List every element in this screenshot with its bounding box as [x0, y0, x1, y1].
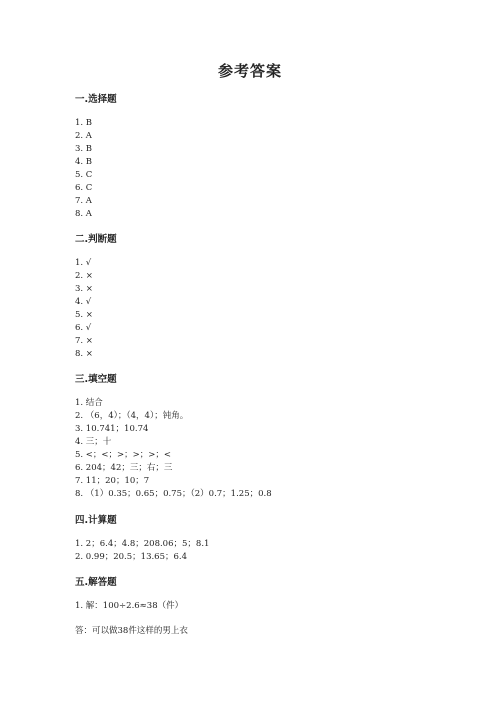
section-calculation: [75, 514, 455, 564]
answer-line: 7. ×: [75, 336, 93, 346]
section-heading: 四.计算题: [75, 515, 117, 526]
answer-line: 8. （1）0.35；0.65；0.75；（2）0.7；1.25；0.8: [75, 489, 272, 499]
section-word-problems: [75, 576, 455, 638]
section-heading: 二.判断题: [75, 234, 117, 245]
answer-line: 5. ×: [75, 310, 93, 320]
answer-line: 1. √: [75, 258, 92, 268]
answer-line: 2. ×: [75, 271, 93, 281]
answer-line: 7. 11；20；10；7: [75, 476, 150, 486]
answer-line: 2. A: [75, 131, 92, 141]
answer-line: 8. ×: [75, 349, 93, 359]
answer-line: 6. √: [75, 323, 92, 333]
answer-line: 1. 结合: [75, 398, 103, 408]
answer-line: 1. 2；6.4；4.8；208.06；5；8.1: [75, 539, 210, 549]
answer-line: 1. 解：100÷2.6≈38（件）: [75, 601, 184, 611]
answer-line: 4. B: [75, 157, 93, 167]
answer-line: 答：可以做38件这样的男上衣: [75, 626, 188, 636]
answer-line: 5. C: [75, 170, 93, 180]
page-title: 参考答案: [217, 62, 282, 80]
answer-line: 3. 10.741；10.74: [75, 424, 149, 434]
answer-line: 6. C: [75, 183, 93, 193]
section-fill-in-blank: [75, 373, 455, 501]
answer-line: 2. 0.99；20.5；13.65；6.4: [75, 552, 188, 562]
answer-line: 3. B: [75, 144, 93, 154]
answer-line: 2. （6，4）；（4，4）；钝角。: [75, 411, 189, 421]
section-heading: 三.填空题: [75, 374, 117, 385]
blank-spacer: [75, 613, 455, 625]
answer-line: 3. ×: [75, 284, 93, 294]
answer-line: 7. A: [75, 196, 92, 206]
answer-line: 1. B: [75, 118, 93, 128]
section-heading: 一.选择题: [75, 94, 117, 105]
answer-line: 8. A: [75, 209, 92, 219]
section-multiple-choice: [75, 93, 455, 221]
answer-line: 4. √: [75, 297, 92, 307]
answer-line: 6. 204；42；三；右；三: [75, 463, 173, 473]
section-heading: 五.解答题: [75, 577, 117, 588]
answer-line: 5. <；<；>；>；>；<: [75, 450, 172, 460]
answer-line: 4. 三；十: [75, 437, 112, 447]
section-true-false: [75, 233, 455, 361]
